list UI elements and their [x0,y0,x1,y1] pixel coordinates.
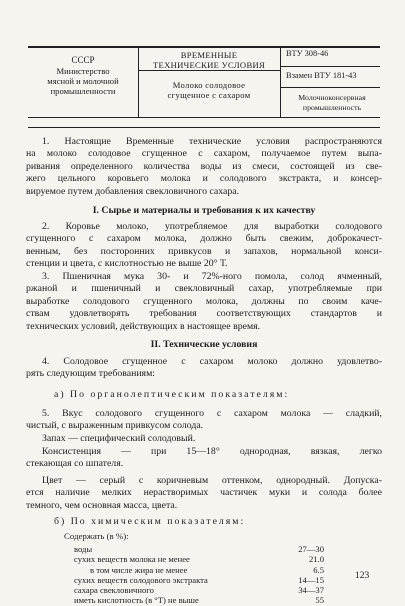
ministry-block: СССР Министерство мясной и молочной промышленности [47,55,119,96]
table-row: сахара свекловичного 34—37 [74,585,324,596]
document-header [28,46,380,118]
section-2-heading: II. Технические условия [150,339,258,350]
replaces-code: Взамен ВТУ 181-43 [286,71,357,80]
table-row: в том числе жира не менее 6.5 [90,564,324,575]
section-1-heading: I. Сырье и материалы и требования к их качеству [92,205,316,216]
organoleptic-heading: а) По органолептическим показателям: [54,389,290,400]
content-label: Содержать (в %): [64,531,129,541]
document-code: ВТУ 308-46 [286,49,329,58]
paragraph-4: 4. Солодовое сгущенное с сахаром молоко должно удовлетво- рять следующим требованиям: [26,356,382,380]
table-row: воды 27—30 [74,544,324,554]
smell-line: Запах — специфический солодовый. [42,433,196,444]
paragraph-2: 2. Коровье молоко, употребляемое для выработки солодового сгущенного с сахаром молока, должно быть свежим, доброкачест- венным, без посторонних привкусов и запахов, нормальной конси- стенции и цвета, с кислотностью не выше 20° Т. [26,221,382,270]
industry-category: Молочноконсервная промышленность [298,93,366,112]
consistency-paragraph: Консистенция — при 15—18° однородная, вязкая, легко стекающая со шпателя. [26,446,382,470]
document-title-block: ВРЕМЕННЫЕ ТЕХНИЧЕСКИЕ УСЛОВИЯ Молоко солодовое сгущенное с сахаром [152,50,266,100]
paragraph-3: 3. Пшеничная мука 30- и 72%-ного помола, солод ячменный, ржаной и пшеничный и свекловичный сахар, употребляемые при выработке солодового сгущенного молока, должны по своим каче- ствам удовлетворять требования соответствующих стандартов и технических условий, действующих в настоящее время. [26,271,382,332]
table-row: сухих веществ молока не менее 21.0 [74,554,324,565]
table-row: иметь кислотность (в °Т) не выше 55 [74,595,324,606]
page-number: 123 [355,571,370,581]
paragraph-5: 5. Вкус солодового сгущенного с сахаром молока — сладкий, чистый, с выраженным привкусом солода. [26,408,382,432]
header-divider [28,127,380,128]
chemical-heading: б) По химическим показателям: [54,516,246,527]
paragraph-1: 1. Настоящие Временные технические условия распространяются на молоко солодовое сгущенное с сахаром, получаемое путем выпа- ривания определенного количества воды из смеси, состоящей из све- жего цельного коровьего молока и солодового экстракта, и консер- вируемое путем добавления свекловичного сахара. [26,136,382,197]
chemical-table [74,544,324,606]
color-paragraph: Цвет — серый с коричневым оттенком, однородный. Допуска- ется наличие мелких нерастворимых частичек муки и солода более темного, чем основная масса, цвета. [26,475,382,511]
table-row: сухих веществ солодового экстракта 14—15 [74,574,324,585]
